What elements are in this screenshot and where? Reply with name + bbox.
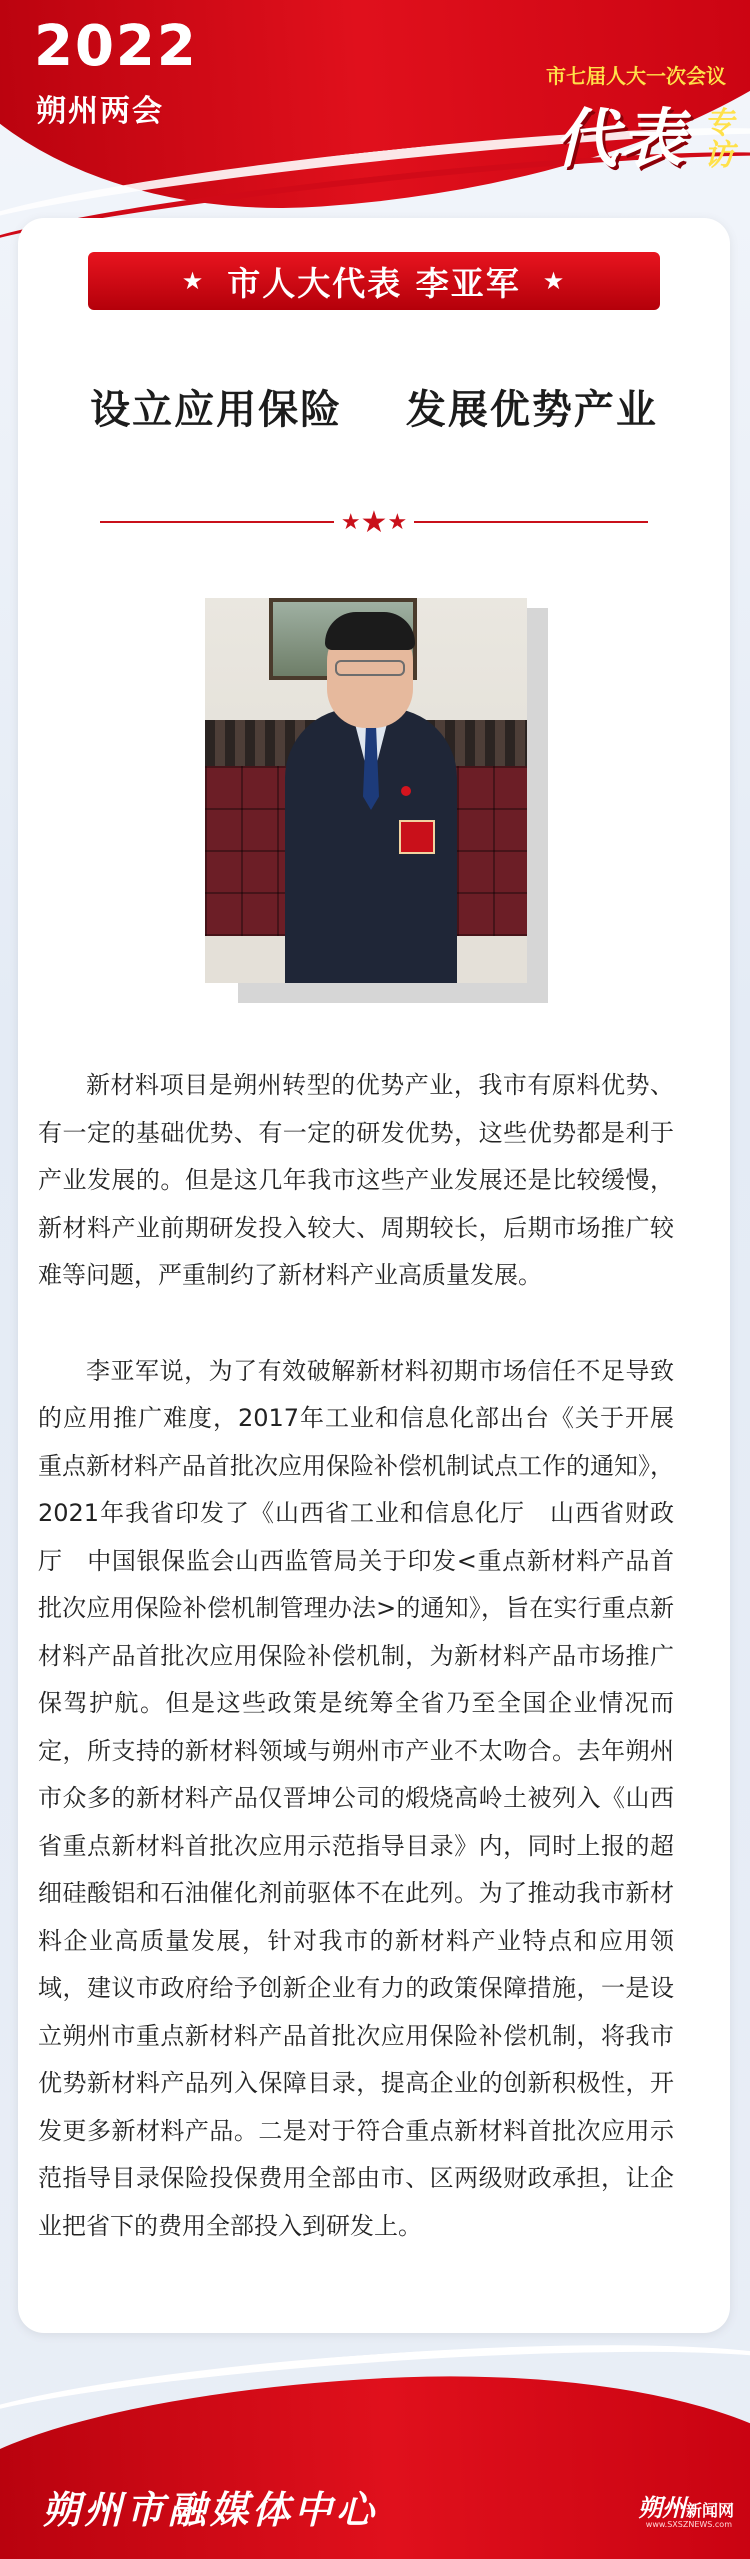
divider-line-right	[414, 521, 648, 523]
header-column-title: 代表	[554, 103, 686, 177]
star-icon: ★	[181, 267, 206, 295]
photo-hair	[325, 612, 415, 650]
delegate-name-label: 市人大代表 李亚军	[227, 263, 521, 303]
photo-delegate-badge	[399, 820, 435, 854]
footer-logo-url: www.SXSZNEWS.com	[645, 2520, 732, 2529]
header-session-label: 市七届人大一次会议	[546, 64, 726, 88]
delegate-portrait-photo	[205, 598, 527, 983]
footer-banner	[0, 2330, 750, 2559]
footer-brand: 朔州市融媒体中心	[42, 2487, 379, 2532]
photo-lapel-pin	[401, 786, 411, 796]
header-column-title-tail: 专访	[704, 106, 734, 173]
article-body	[38, 1062, 674, 2298]
delegate-name-banner	[88, 252, 660, 310]
footer-logo[interactable]	[638, 2488, 734, 2523]
divider-line-left	[100, 521, 334, 523]
divider-stars-icon: ★★★	[340, 505, 408, 540]
footer-logo-sub: 新闻网	[685, 2501, 734, 2520]
footer-logo-main: 朔州	[637, 2493, 686, 2522]
photo-glasses	[335, 660, 405, 676]
header-year: 2022	[34, 14, 198, 79]
article-headline: 设立应用保险 发展优势产业	[90, 387, 658, 433]
star-icon: ★	[542, 267, 567, 295]
header-event-name: 朔州两会	[36, 94, 164, 129]
article-paragraph: 新材料项目是朔州转型的优势产业，我市有原料优势、有一定的基础优势、有一定的研发优势，这些优势都是利于产业发展的。但是这几年我市这些产业发展还是比较缓慢，新材料产业前期研发投入较大、周期较长，后期市场推广较难等问题，严重制约了新材料产业高质量发展。	[38, 1071, 674, 1289]
article-paragraph: 李亚军说，为了有效破解新材料初期市场信任不足导致的应用推广难度，2017年工业和信息化部出台《关于开展重点新材料产品首批次应用保险补偿机制试点工作的通知》，2021年我省印发了《山西省工业和信息化厅 山西省财政厅 中国银保监会山西监管局关于印发<重点新材料产品首批次应用保险补偿机制管理办法>的通知》，旨在实行重点新材料产品首批次应用保险补偿机制，为新材料产品市场推广保驾护航。但是这些政策是统筹全省乃至全国企业情况而定，所支持的新材料领域与朔州市产业不太吻合。去年朔州市众多的新材料产品仅晋坤公司的煅烧高岭土被列入《山西省重点新材料首批次应用示范指导目录》内，同时上报的超细硅酸铝和石油催化剂前驱体不在此列。为了推动我市新材料企业高质量发展，针对我市的新材料产业特点和应用领域，建议市政府给予创新企业有力的政策保障措施，一是设立朔州市重点新材料产品首批次应用保险补偿机制，将我市优势新材料产品列入保障目录，提高企业的创新积极性，开发更多新材料产品。二是对于符合重点新材料首批次应用示范指导目录保险投保费用全部由市、区两级财政承担，让企业把省下的费用全部投入到研发上。	[38, 1356, 674, 2240]
